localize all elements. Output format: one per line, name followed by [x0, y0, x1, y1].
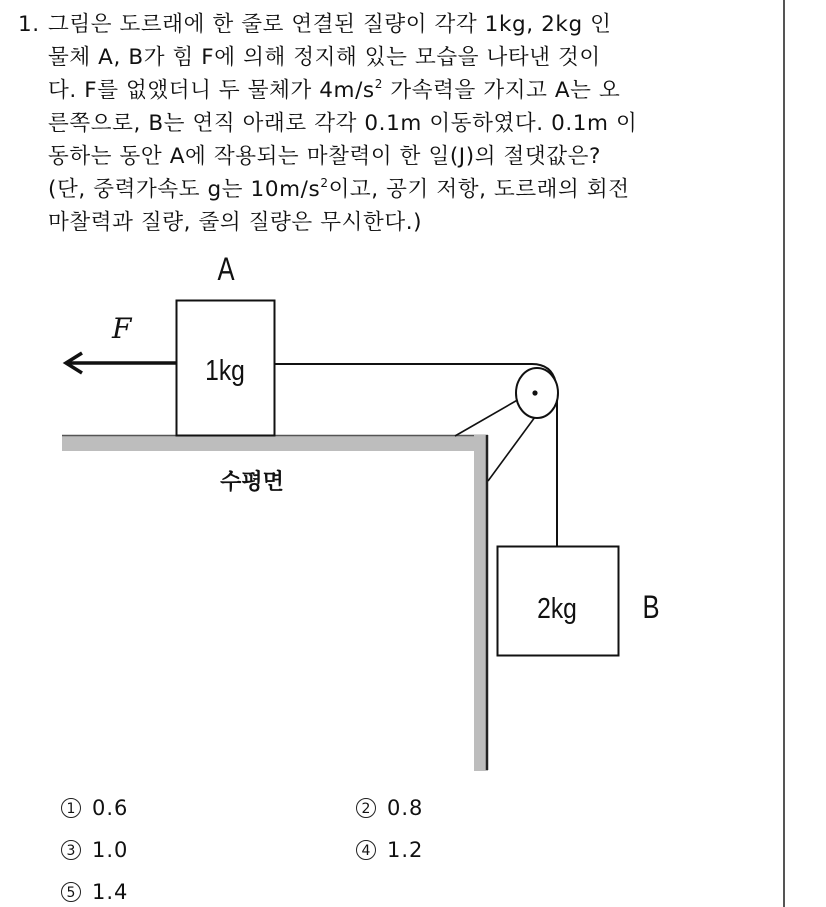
- question-line-2: 물체 A, B가 힘 F에 의해 정지해 있는 모습을 나타낸 것이: [48, 45, 601, 70]
- block-a-label: A: [217, 252, 235, 288]
- force-arrow-icon: [66, 353, 176, 373]
- question-line-7: 마찰력과 질량, 줄의 질량은 무시한다.): [48, 210, 423, 235]
- block-b-mass: 2kg: [537, 592, 577, 625]
- choice-value: 1.0: [92, 838, 129, 862]
- vertical-wall: [474, 435, 488, 771]
- block-a-mass: 1kg: [205, 354, 245, 387]
- block-b-label: B: [642, 590, 660, 626]
- choice-3[interactable]: [61, 837, 128, 863]
- choice-value: 1.4: [92, 880, 129, 904]
- choice-4[interactable]: [356, 837, 423, 863]
- surface-label: 수평면: [220, 470, 284, 495]
- circled-number-icon: 4: [356, 840, 376, 860]
- question-line-4: 른쪽으로, B는 연직 아래로 각각 0.1m 이동하였다. 0.1m 이: [48, 111, 638, 136]
- question-line-3-rest: 가속력을 가지고 A는 오: [382, 78, 621, 103]
- circled-number-icon: 2: [356, 798, 376, 818]
- force-label: F: [112, 312, 132, 345]
- string: [274, 364, 557, 546]
- horizontal-surface: [62, 435, 488, 451]
- pulley-icon: [516, 368, 558, 418]
- circled-number-icon: 1: [61, 798, 81, 818]
- circled-number-icon: 5: [61, 882, 81, 902]
- question-line-1: 그림은 도르래에 한 줄로 연결된 질량이 각각 1kg, 2kg 인: [48, 12, 612, 37]
- choice-1[interactable]: [61, 795, 128, 821]
- superscript: 2: [320, 176, 329, 190]
- circled-number-icon: 3: [61, 840, 81, 860]
- question-number: 1.: [18, 12, 40, 37]
- question-line-5: 동하는 동안 A에 작용되는 마찰력이 한 일(J)의 절댓값은?: [48, 144, 602, 169]
- superscript: 2: [374, 77, 383, 91]
- question-line-6-rest: 이고, 공기 저항, 도르래의 회전: [328, 177, 630, 202]
- pulley-bracket-upper: [455, 398, 521, 436]
- choice-value: 0.8: [387, 796, 424, 820]
- pulley-bracket-lower: [488, 417, 535, 481]
- choice-value: 0.6: [92, 796, 129, 820]
- choice-5[interactable]: [61, 879, 128, 905]
- question-line-3-text: 다. F를 없앴더니 두 물체가 4m/s: [48, 78, 375, 103]
- choice-2[interactable]: [356, 795, 423, 821]
- question-line-6-text: (단, 중력가속도 g는 10m/s: [48, 177, 321, 202]
- choice-value: 1.2: [387, 838, 424, 862]
